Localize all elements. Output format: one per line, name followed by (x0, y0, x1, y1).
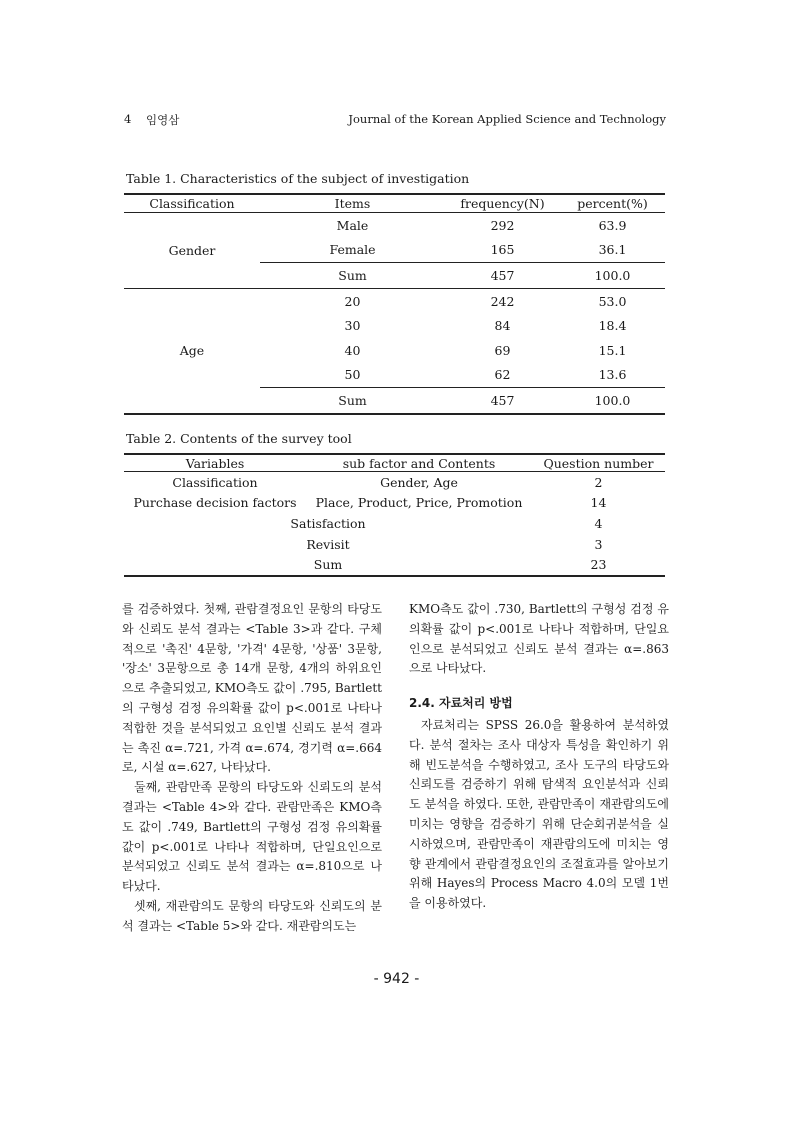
table-cell: 15.1 (598, 342, 627, 358)
running-author: 임영삼 (146, 113, 180, 127)
paragraph: 를 검증하였다. 첫째, 관람결정요인 문항의 타당도와 신뢰도 분석 결과는 <Table 3>과 같다. 구체적으로 '촉진' 4문항, '가격' 4문항, '상품' 3문항, '장소' 3문항으로 총 14개 문항, 4개의 하위요인으로 추출되었고, KMO측도 값이 .795, Bartlett의 구형성 검정 유의확률 값이 p<.001로 나타나 적합한 것을 분석되었고 요인별 신뢰도 분석 결과는 촉진 α=.721, 가격 α=.674, 경기력 α=.664로, 시설 α=.627, 나타났다. (122, 602, 382, 775)
table2-caption: Table 2. Contents of the survey tool (126, 431, 352, 446)
table1-group-label: Age (124, 288, 260, 413)
paragraph: 셋째, 재관람의도 문항의 타당도와 신뢰도의 분석 결과는 <Table 5>와 같다. 재관람의도는 (122, 898, 382, 933)
table-cell: Place, Product, Price, Promotion (315, 495, 523, 511)
table-cell: 2 (594, 474, 603, 490)
table-row (124, 513, 665, 534)
left-column (122, 600, 382, 937)
right-column (409, 600, 669, 914)
running-journal: Journal of the Korean Applied Science and Technology (348, 112, 666, 126)
table-cell: Sum (260, 263, 445, 289)
table1-group-label: Gender (168, 242, 216, 258)
table2-header-cell: Question number (532, 454, 665, 472)
table-cell: 36.1 (598, 242, 627, 258)
table-cell: 18.4 (598, 318, 627, 334)
table-cell: 13.6 (598, 367, 627, 383)
table-row (124, 554, 665, 576)
table-cell: 30 (344, 318, 361, 334)
table-cell: 3 (594, 536, 603, 552)
table-row (124, 288, 665, 313)
table-cell: 20 (260, 288, 445, 313)
table-cell: Male (336, 217, 369, 233)
table-cell: 457 (445, 388, 560, 414)
table1-caption: Table 1. Characteristics of the subject of investigation (126, 171, 470, 186)
paragraph: 자료처리는 SPSS 26.0을 활용하여 분석하였다. 분석 절차는 조사 대상자 특성을 확인하기 위해 빈도분석을 수행하였고, 조사 도구의 타당도와 신뢰도를 검증하기 위해 탐색적 요인분석과 신뢰도 분석을 하였다. 또한, 관람만족이 재관람의도에 미치는 영향을 검증하기 위해 단순회귀분석을 실시하였으며, 관람만족이 재관람의도에 미치는 영향 관계에서 관람결정요인의 조절효과를 알아보기 위해 Hayes의 Process Macro 4.0의 모델 1번을 이용하였다. (409, 717, 669, 911)
table-cell: 14 (590, 495, 607, 511)
table-cell: 84 (494, 318, 511, 334)
table-row (124, 472, 665, 493)
table1-header-cell: Items (260, 194, 445, 213)
page-number: 4 (124, 112, 132, 126)
table2-header-cell: Variables (124, 454, 306, 472)
paragraph: 둘째, 관람만족 문항의 타당도와 신뢰도의 분석 결과는 <Table 4>와 같다. 관람만족은 KMO측도 값이 .749, Bartlett의 구형성 검정 유의확률 값이 p<.001로 나타나 적합하며, 단일요인으로 분석되었고 신뢰도 분석 결과는 α=.810으로 나타났다. (122, 780, 382, 894)
table-row (124, 534, 665, 555)
section-heading: 2.4. 자료처리 방법 (409, 696, 513, 711)
table-cell: 165 (490, 242, 515, 258)
table1-header-cell: Classification (124, 194, 260, 213)
table-cell: 69 (494, 342, 511, 358)
table-cell: Classification (172, 474, 258, 490)
table-cell: 100.0 (560, 388, 665, 414)
table-cell: 100.0 (560, 263, 665, 289)
table-cell: 63.9 (598, 217, 627, 233)
table1 (124, 193, 665, 415)
table1-header-row (124, 194, 665, 213)
table-cell: 292 (490, 217, 515, 233)
table-cell: 53.0 (560, 288, 665, 313)
paragraph: KMO측도 값이 .730, Bartlett의 구형성 검정 유의확률 값이 p<.001로 나타나 적합하며, 단일요인으로 분석되었고 신뢰도 분석 결과는 α=.863으로 나타났다. (409, 602, 669, 676)
table-cell: 50 (344, 367, 361, 383)
table-cell: 4 (594, 515, 603, 531)
table-cell: 62 (494, 367, 511, 383)
table-row (124, 213, 665, 238)
table-cell: Purchase decision factors (133, 495, 297, 511)
table-cell: 457 (445, 263, 560, 289)
table1-header-cell: percent(%) (560, 194, 665, 213)
table2 (124, 453, 665, 577)
table-cell: Revisit (306, 536, 350, 552)
table-cell: Sum (124, 554, 532, 576)
table-cell: 40 (344, 342, 361, 358)
table-cell: Sum (260, 388, 445, 414)
table2-header-cell: sub factor and Contents (306, 454, 532, 472)
table-cell: 23 (532, 554, 665, 576)
table-cell: Gender, Age (380, 474, 458, 490)
table2-header-row (124, 454, 665, 472)
footer-page-number: - 942 - (373, 971, 420, 987)
table-cell: Female (329, 242, 376, 258)
table-row (124, 493, 665, 514)
table-cell: Satisfaction (290, 515, 366, 531)
table-cell: 242 (445, 288, 560, 313)
table1-header-cell: frequency(N) (445, 194, 560, 213)
